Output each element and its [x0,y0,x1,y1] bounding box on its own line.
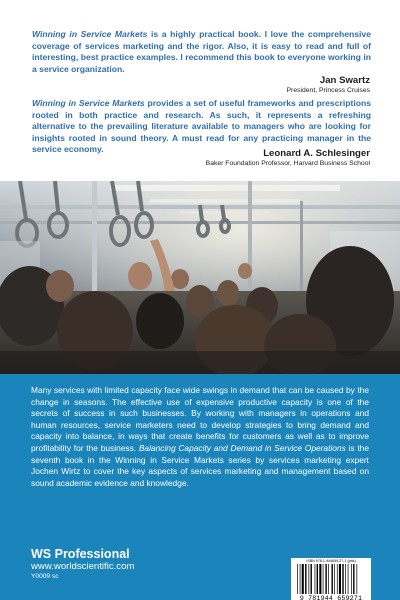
book-description: Many services with limited capacity face wide swings in demand that can be caused by the change in seasons. The effective use of expensive productive capacity is one of the secrets of success in such businesses. By working with managers in operations and human resources, service marketers need to develop strategies to bring demand and capacity into balance, in ways that create benefits for customers as well as to improve profitability for the business. Balancing Capacity and Demand in Service Operations is the seventh book in the Winning in Service Markets series by services marketing expert Jochen Wirtz to cover the key aspects of services marketing and management based on sound academic evidence and knowledge. [31,385,369,488]
train-interior-illustration [0,181,400,374]
book-series-title: Winning in Service Markets [32,29,148,39]
isbn-number: 9 781944 659271 [299,595,363,600]
author-name: Leonard A. Schlesinger [263,148,370,159]
author-role: President, Princess Cruises [286,87,370,94]
crowded-train-photo [0,181,400,374]
description-panel [0,374,400,600]
isbn-label: ISBN 978-1-944659-27-1 (pbk) [306,559,356,563]
testimonial-quote: Winning in Service Markets provides a set of useful frameworks and prescriptions rooted in both practice and research. As such, it represents a refreshing alternative to the prevailing literature available to managers who are looking for insights rooted in sound theory. A must read for any practicing manager in the service economy. [32,98,371,155]
product-code: Y0009 sc [31,573,59,580]
publisher-brand: WS Professional [31,547,130,561]
publisher-info [31,547,134,581]
testimonial-author [287,75,370,95]
isbn-barcode [291,558,371,600]
book-title: Balancing Capacity and Demand in Service Operations [138,442,346,453]
testimonial-author [206,148,370,168]
testimonials-section [0,0,400,181]
author-name: Jan Swartz [319,75,370,86]
barcode-bars-icon [291,558,371,600]
testimonial-quote: Winning in Service Markets is a highly practical book. I love the comprehensive coverage of services marketing and the rigor. Also, it is easy to read and full of interesting, best practice examples. I recommend this book to everyone working in a service organization. [32,29,371,74]
book-series-title: Winning in Service Markets [32,98,145,108]
publisher-url: www.worldscientific.com [31,561,135,572]
author-role: Baker Foundation Professor, Harvard Business School [205,160,370,167]
